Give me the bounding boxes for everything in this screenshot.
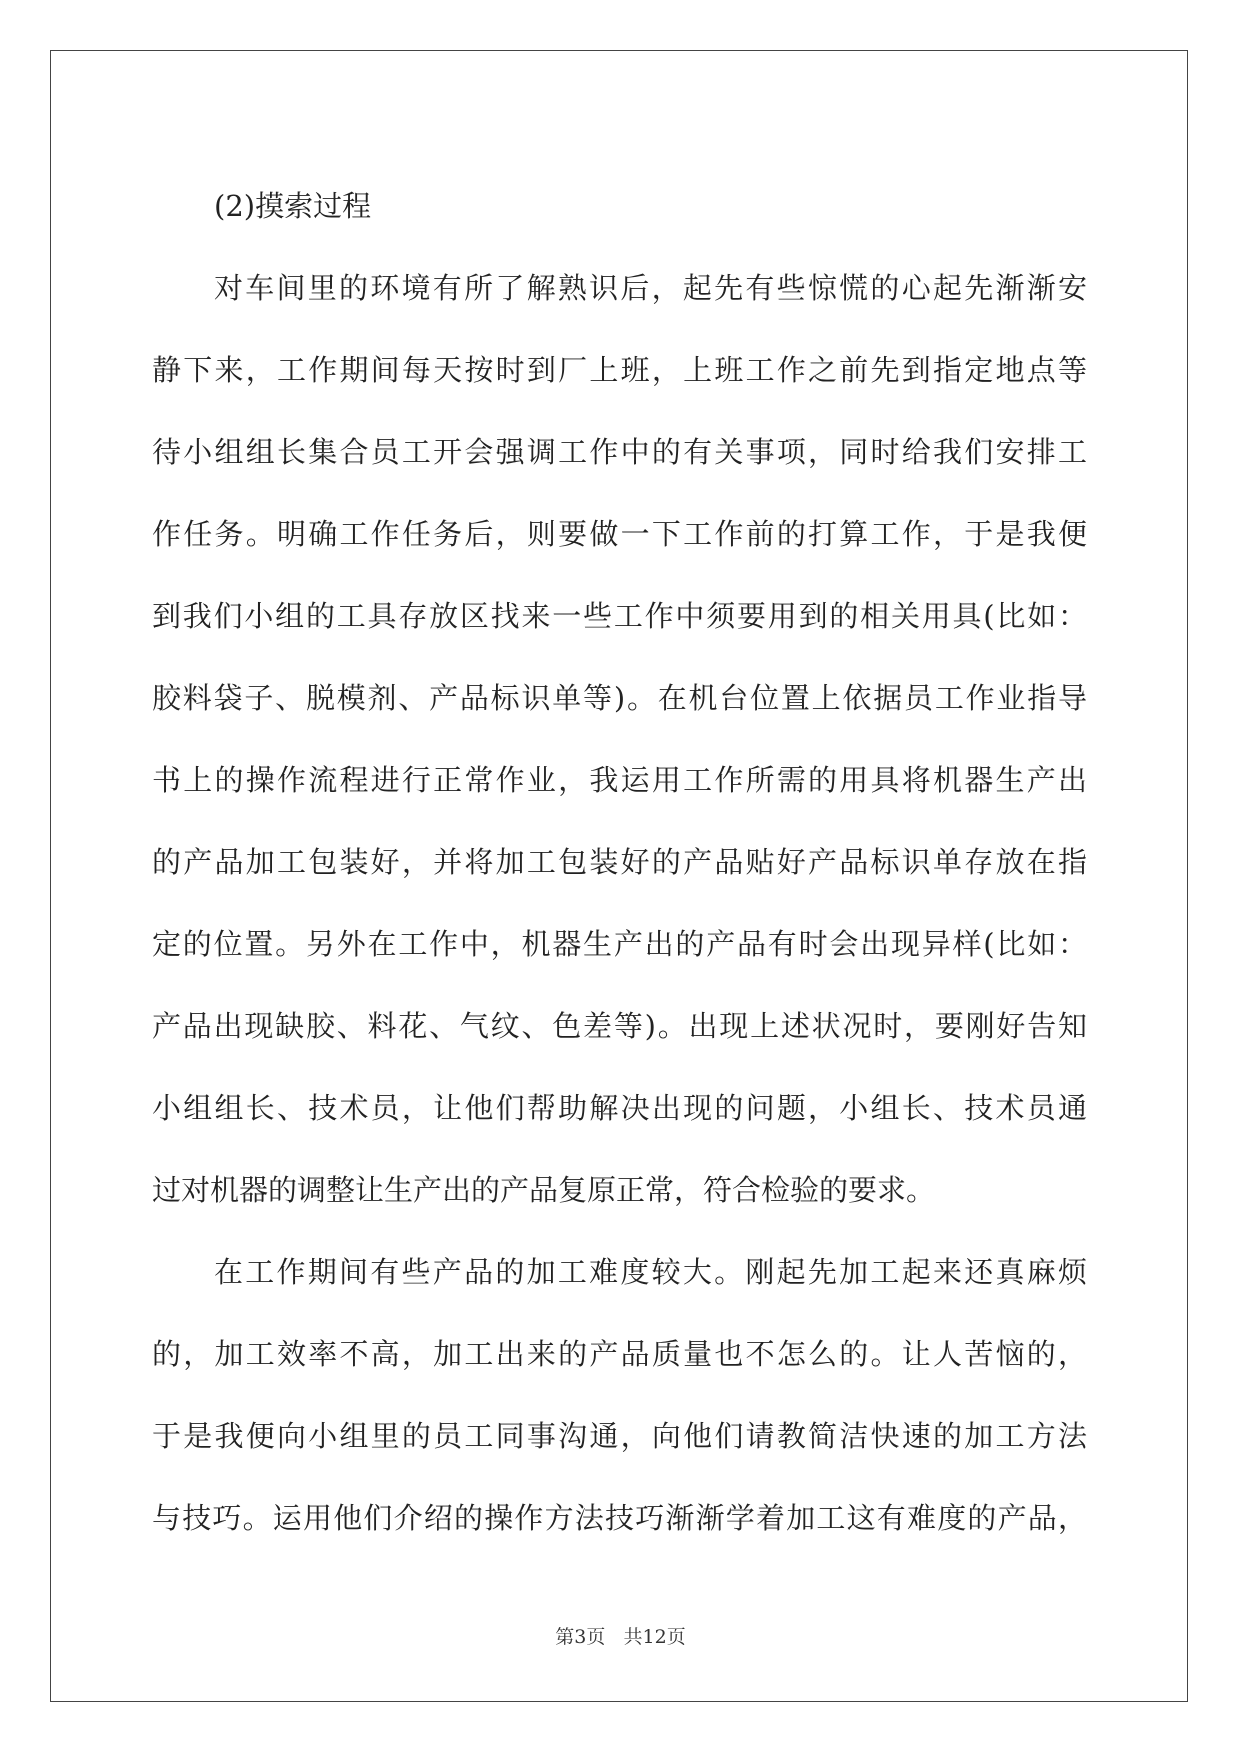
document-body [152,165,1087,1559]
text-line: 定的位置。另外在工作中，机器生产出的产品有时会出现异样(比如： [152,927,1087,961]
text-line: 书上的操作流程进行正常作业，我运用工作所需的用具将机器生产出 [152,763,1087,797]
text-line: 在工作期间有些产品的加工难度较大。刚起先加工起来还真麻烦 [214,1255,1087,1289]
section-heading: (2)摸索过程 [214,189,372,223]
text-line: 过对机器的调整让生产出的产品复原正常，符合检验的要求。 [152,1173,936,1207]
text-line: 对车间里的环境有所了解熟识后，起先有些惊慌的心起先渐渐安 [214,271,1087,305]
text-line: 的，加工效率不高，加工出来的产品质量也不怎么的。让人苦恼的， [152,1337,1087,1371]
text-line: 与技巧。运用他们介绍的操作方法技巧渐渐学着加工这有难度的产品， [152,1501,1087,1535]
page-number: 第3页 [555,1626,606,1648]
paragraph-2 [152,1231,1087,1559]
paragraph-1 [152,247,1087,1231]
page-total: 共12页 [623,1626,686,1648]
text-line: 胶料袋子、脱模剂、产品标识单等)。在机台位置上依据员工作业指导 [152,681,1087,715]
page-footer [0,1622,1241,1649]
text-line: 于是我便向小组里的员工同事沟通，向他们请教简洁快速的加工方法 [152,1419,1087,1453]
text-line: 产品出现缺胶、料花、气纹、色差等)。出现上述状况时，要刚好告知 [152,1009,1087,1043]
text-line: 到我们小组的工具存放区找来一些工作中须要用到的相关用具(比如： [152,599,1087,633]
text-line: 待小组组长集合员工开会强调工作中的有关事项，同时给我们安排工 [152,435,1087,469]
text-line: 静下来，工作期间每天按时到厂上班，上班工作之前先到指定地点等 [152,353,1087,387]
text-line: 的产品加工包装好，并将加工包装好的产品贴好产品标识单存放在指 [152,845,1087,879]
text-line: 小组组长、技术员，让他们帮助解决出现的问题，小组长、技术员通 [152,1091,1087,1125]
text-line: 作任务。明确工作任务后，则要做一下工作前的打算工作，于是我便 [152,517,1087,551]
